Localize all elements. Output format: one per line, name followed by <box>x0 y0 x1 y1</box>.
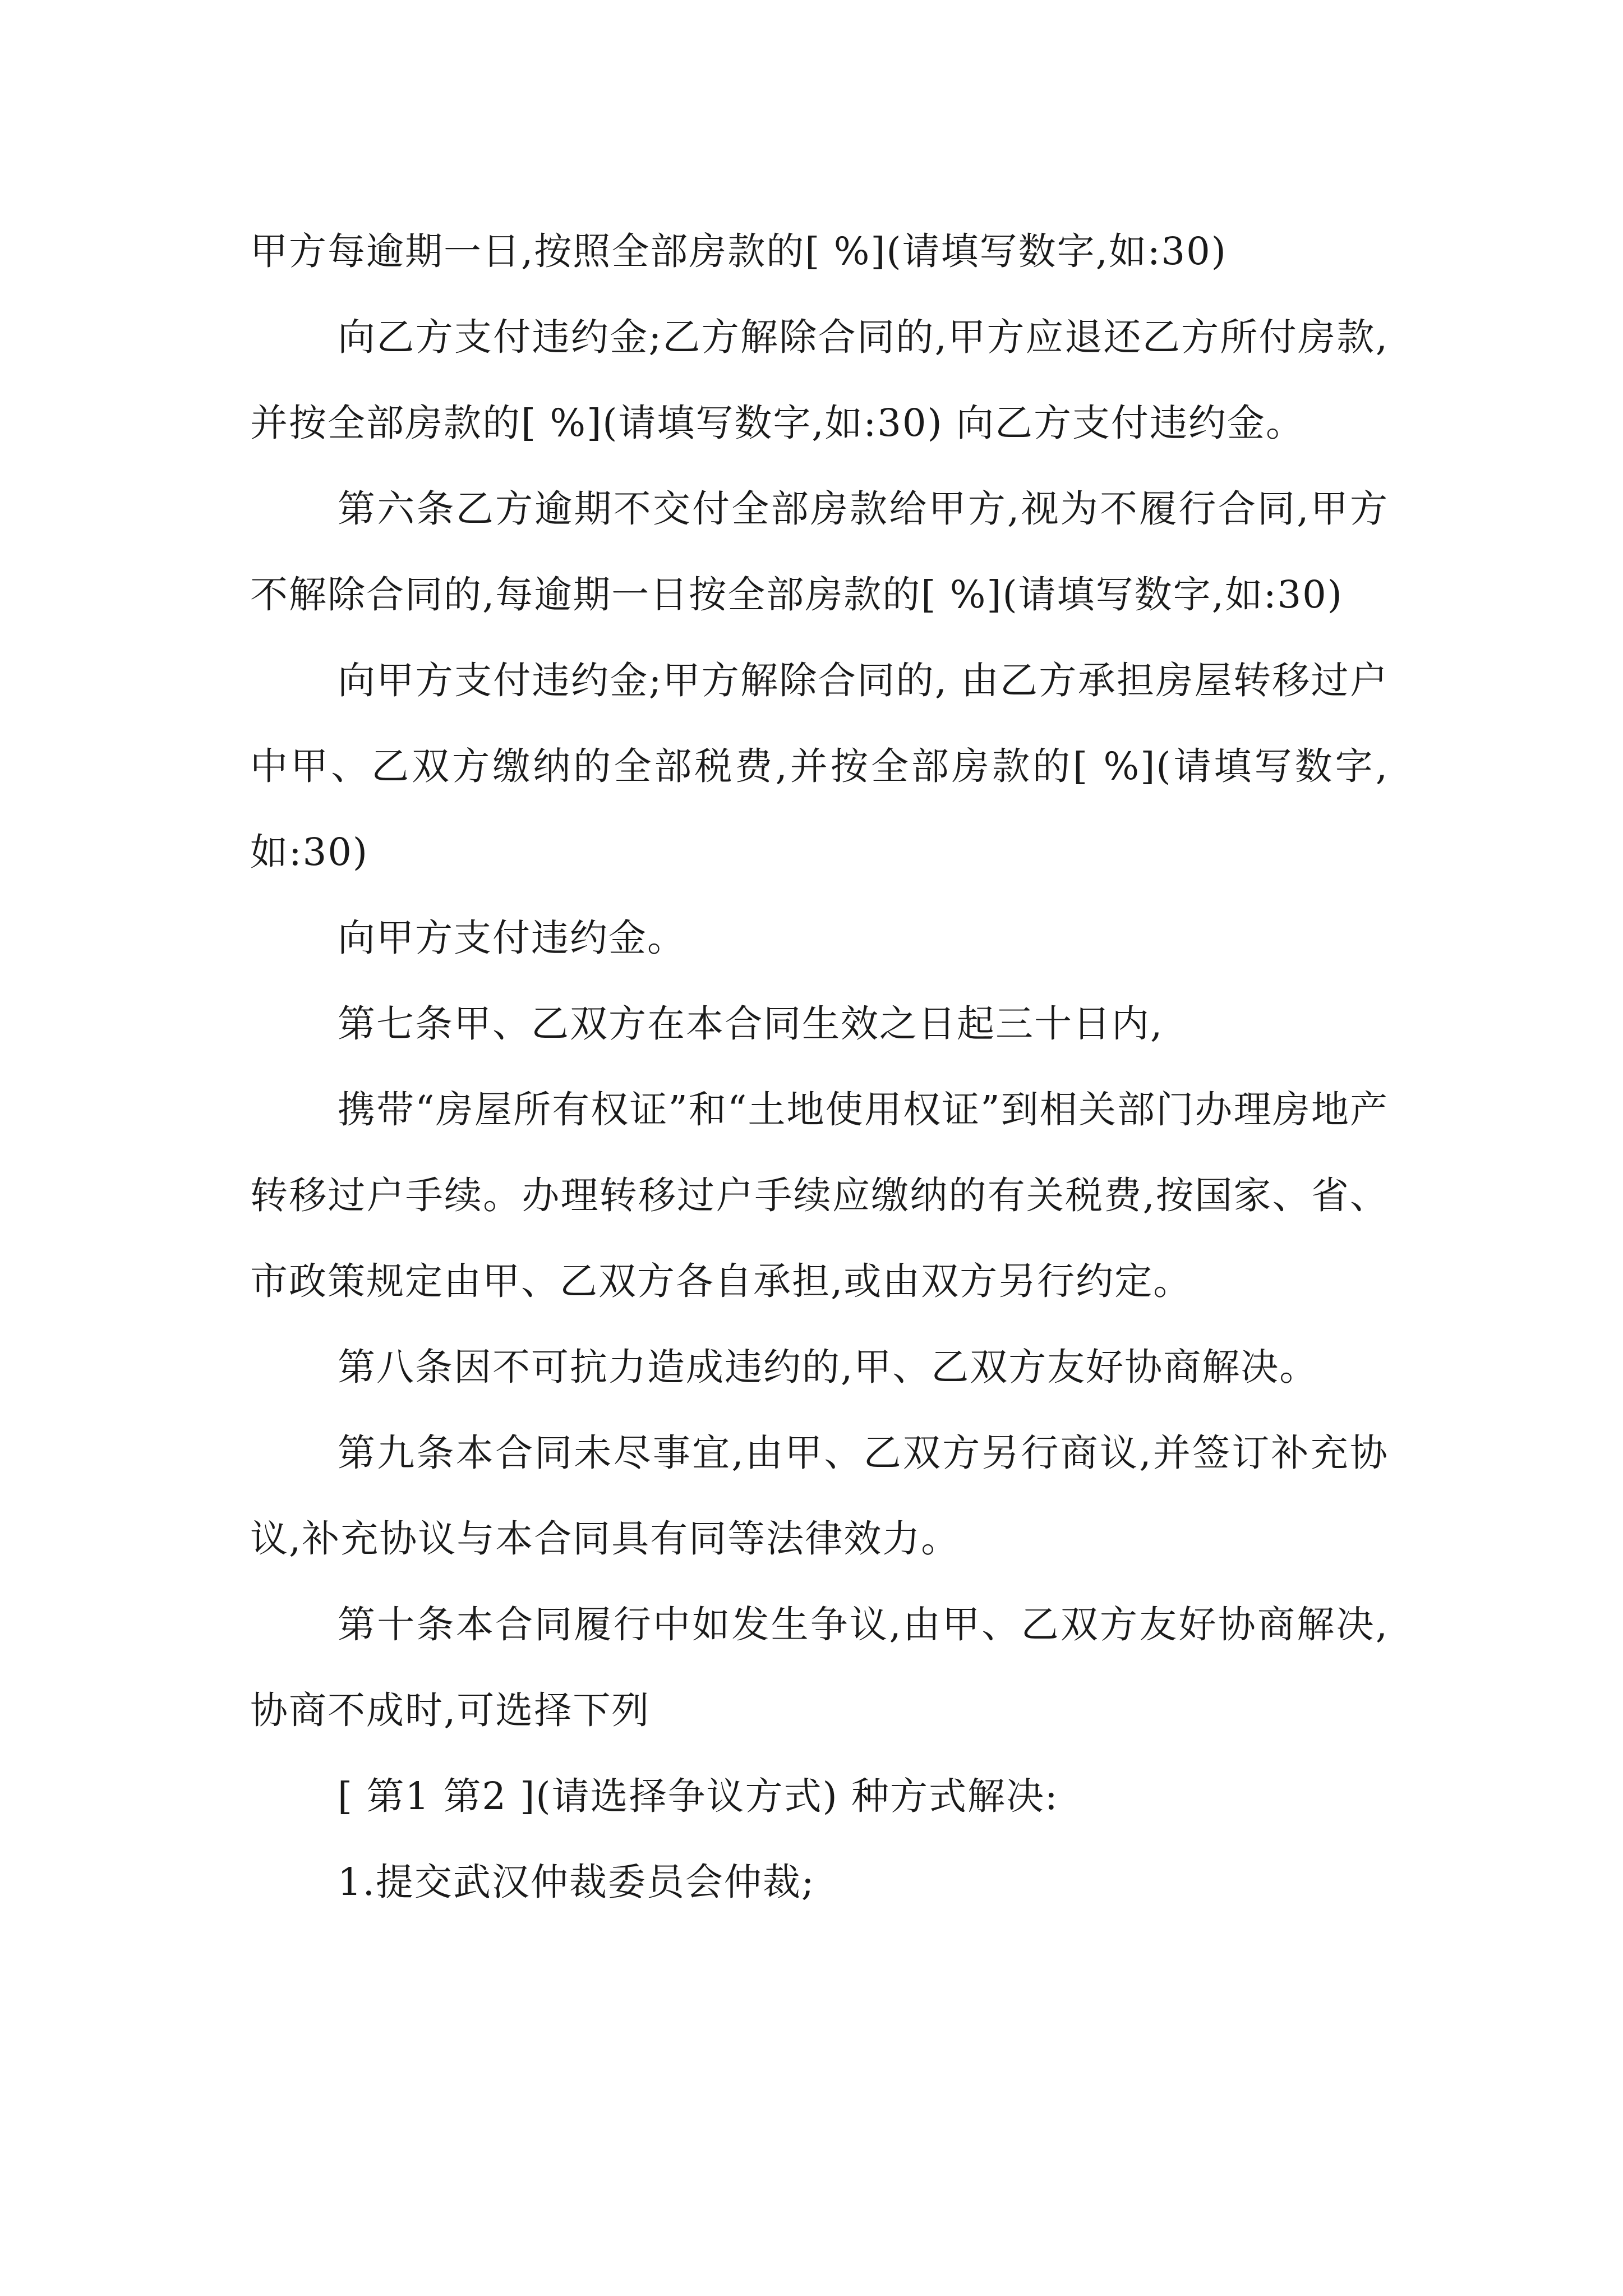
document-body <box>250 209 1389 1925</box>
paragraph-1: 甲方每逾期一日,按照全部房款的[ %](请填写数字,如:30) <box>250 229 1227 273</box>
paragraph-7: 携带“房屋所有权证”和“土地使用权证”到相关部门办理房地产转移过户手续。办理转移过户手续应缴纳的有关税费,按国家、省、市政策规定由甲、乙双方各自承担,或由双方另行约定。 <box>250 1088 1389 1303</box>
paragraph-2: 向乙方支付违约金;乙方解除合同的,甲方应退还乙方所付房款,并按全部房款的[ %](请填写数字,如:30) 向乙方支付违约金。 <box>250 315 1389 445</box>
paragraph-4: 向甲方支付违约金;甲方解除合同的, 由乙方承担房屋转移过户中甲、乙双方缴纳的全部税费,并按全部房款的[ %](请填写数字,如:30) <box>250 659 1389 874</box>
paragraph-5: 向甲方支付违约金。 <box>338 916 686 960</box>
paragraph-12: 1.提交武汉仲裁委员会仲裁; <box>338 1860 815 1904</box>
paragraph-6: 第七条甲、乙双方在本合同生效之日起三十日内, <box>338 1002 1164 1046</box>
paragraph-3: 第六条乙方逾期不交付全部房款给甲方,视为不履行合同,甲方不解除合同的,每逾期一日按全部房款的[ %](请填写数字,如:30) <box>250 487 1389 616</box>
paragraph-10: 第十条本合同履行中如发生争议,由甲、乙双方友好协商解决,协商不成时,可选择下列 <box>250 1603 1389 1732</box>
paragraph-9: 第九条本合同未尽事宜,由甲、乙双方另行商议,并签订补充协议,补充协议与本合同具有同等法律效力。 <box>250 1431 1389 1561</box>
paragraph-11: [ 第1 第2 ](请选择争议方式) 种方式解决: <box>338 1774 1059 1818</box>
paragraph-8: 第八条因不可抗力造成违约的,甲、乙双方友好协商解决。 <box>338 1345 1318 1389</box>
